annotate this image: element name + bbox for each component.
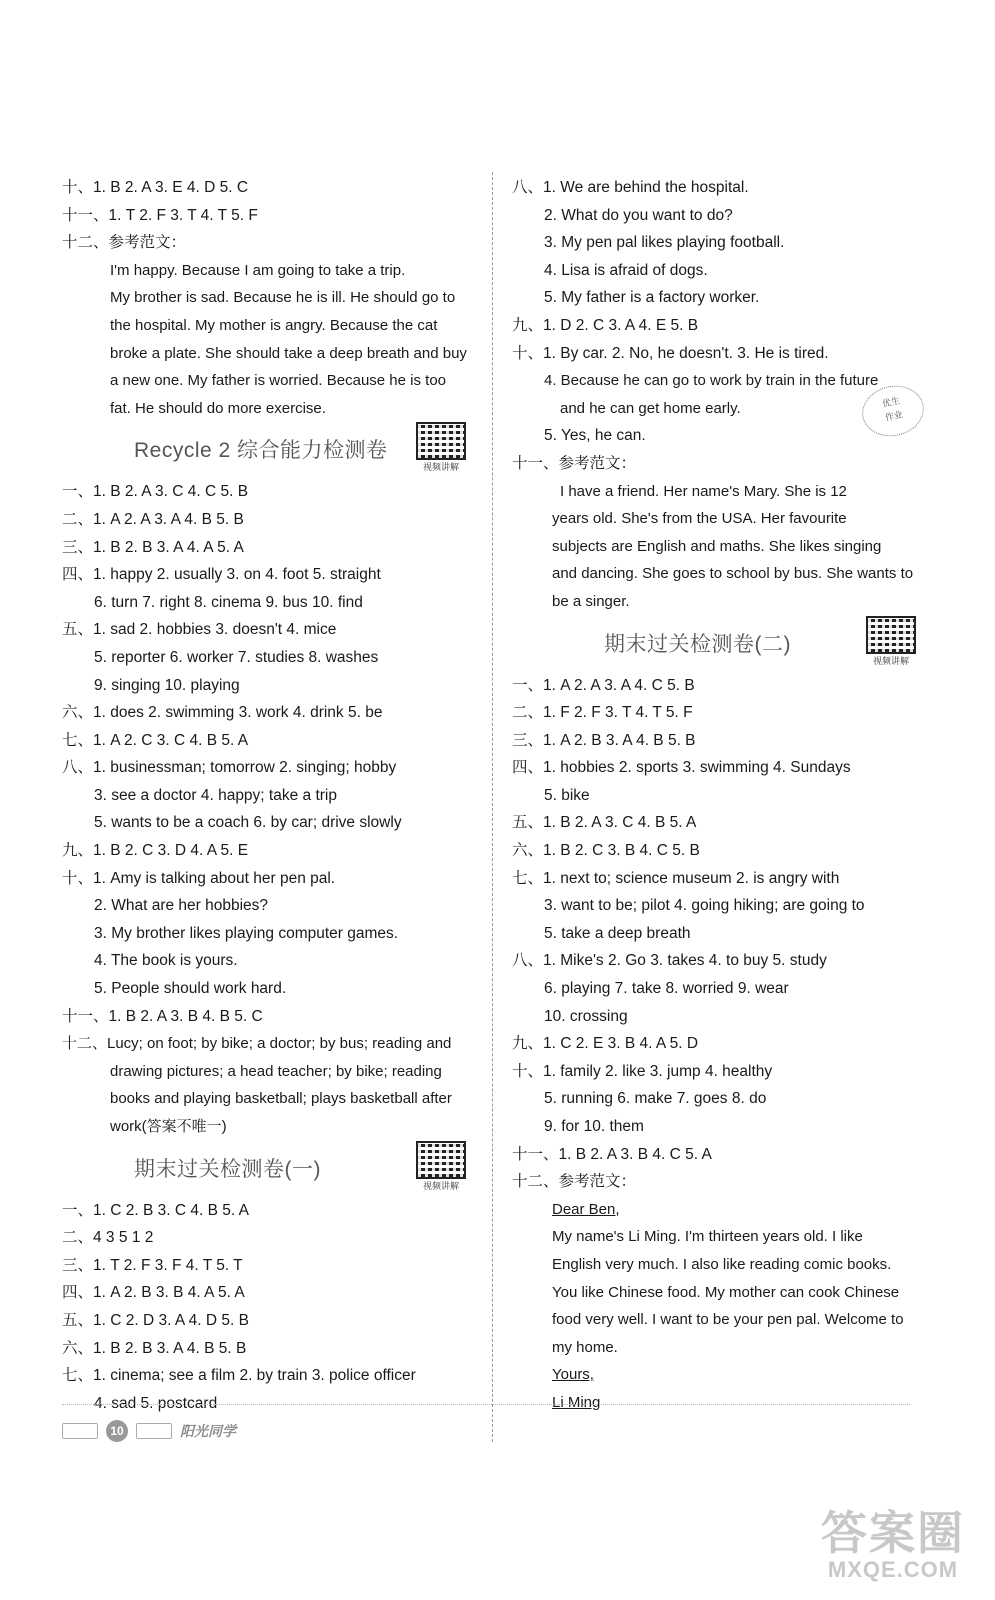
answer-line: 5. Yes, he can.: [544, 427, 646, 445]
answer-line: 九、1. C 2. E 3. B 4. A 5. D: [512, 1035, 699, 1053]
letter-line: my home.: [552, 1338, 618, 1356]
answer-line: 八、1. businessman; tomorrow 2. singing; hobby: [62, 759, 397, 777]
letter-line: My name's Li Ming. I'm thirteen years old. I like: [552, 1228, 863, 1246]
section-title: 期末过关检测卷(一): [134, 1157, 321, 1181]
answer-line: 十、1. Amy is talking about her pen pal.: [62, 869, 336, 887]
section-header-final1: [62, 1141, 482, 1197]
answer-line: and he can get home early.: [560, 399, 741, 417]
answer-line: 5. My father is a factory worker.: [544, 289, 760, 307]
answer-line: 5. wants to be a coach 6. by car; drive slowly: [94, 814, 402, 832]
column-divider: [492, 172, 493, 1442]
answer-line: 三、1. B 2. B 3. A 4. A 5. A: [62, 538, 244, 556]
watermark: [821, 1508, 965, 1582]
letter-signature: Li Ming: [552, 1393, 601, 1411]
answer-line: 十一、1. T 2. F 3. T 4. T 5. F: [62, 206, 258, 224]
answer-line: 一、1. B 2. A 3. C 4. C 5. B: [62, 483, 249, 501]
right-column: [512, 174, 932, 1417]
answer-line: 六、1. B 2. B 3. A 4. B 5. B: [62, 1339, 247, 1357]
stamp-text: 作业: [884, 409, 904, 423]
answer-line: 八、1. We are behind the hospital.: [512, 179, 749, 196]
letter-line: food very well. I want to be your pen pal. Welcome to: [552, 1311, 904, 1329]
answer-line: 四、1. happy 2. usually 3. on 4. foot 5. straight: [62, 566, 381, 584]
brand-logo: 阳光同学: [180, 1423, 236, 1439]
footer-decoration-icon: [136, 1423, 172, 1439]
qr-label: 视频讲解: [872, 655, 909, 666]
essay-line: I'm happy. Because I am going to take a trip.: [110, 261, 406, 279]
answer-line: 一、1. A 2. A 3. A 4. C 5. B: [512, 676, 695, 694]
answer-line: 6. turn 7. right 8. cinema 9. bus 10. find: [94, 593, 363, 611]
answer-line: drawing pictures; a head teacher; by bike; reading: [110, 1062, 442, 1080]
answer-line: 一、1. C 2. B 3. C 4. B 5. A: [62, 1201, 249, 1219]
answer-line: 九、1. B 2. C 3. D 4. A 5. E: [62, 842, 249, 860]
essay-line: subjects are English and maths. She likes singing: [552, 537, 882, 555]
answer-line: 四、1. hobbies 2. sports 3. swimming 4. Sundays: [512, 759, 851, 777]
answer-line: 七、1. cinema; see a film 2. by train 3. police officer: [62, 1367, 416, 1385]
essay-line: a new one. My father is worried. Because he is too: [110, 372, 447, 390]
answer-line: 七、1. A 2. C 3. C 4. B 5. A: [62, 731, 249, 749]
section-title: Recycle 2 综合能力检测卷: [134, 439, 388, 463]
qr-code[interactable]: [864, 616, 918, 667]
essay-line: and dancing. She goes to school by bus. She wants to: [552, 565, 914, 583]
answer-line: 十二、参考范文：: [62, 234, 187, 252]
answer-line: 4. sad 5. postcard: [94, 1394, 218, 1412]
answer-line: 十、1. B 2. A 3. E 4. D 5. C: [62, 179, 249, 196]
essay-line: fat. He should do more exercise.: [110, 399, 326, 417]
page-footer: [62, 1418, 236, 1444]
qr-code-icon: [416, 422, 466, 460]
answer-line: 六、1. B 2. C 3. B 4. C 5. B: [512, 842, 700, 860]
answer-line: 十、1. family 2. like 3. jump 4. healthy: [512, 1062, 773, 1080]
left-column: [62, 174, 482, 1417]
answer-line: 十一、1. B 2. A 3. B 4. B 5. C: [62, 1007, 263, 1025]
page-number: 10: [106, 1420, 128, 1442]
answer-line: 9. singing 10. playing: [94, 676, 240, 694]
answer-line: 二、1. A 2. A 3. A 4. B 5. B: [62, 510, 244, 528]
stamp-text: 优生: [881, 395, 901, 409]
answer-line: 5. reporter 6. worker 7. studies 8. washes: [94, 648, 379, 666]
answer-line: 五、1. C 2. D 3. A 4. D 5. B: [62, 1311, 249, 1329]
answer-line: 9. for 10. them: [544, 1118, 644, 1135]
answer-line: 十二、参考范文：: [512, 1173, 637, 1191]
answer-line: 5. People should work hard.: [94, 980, 287, 998]
footer-rule: [62, 1404, 910, 1405]
answer-line: 5. running 6. make 7. goes 8. do: [544, 1090, 767, 1108]
essay-line: years old. She's from the USA. Her favourite: [552, 510, 847, 528]
answer-line: 3. My brother likes playing computer games.: [94, 924, 399, 942]
answer-line: 二、4 3 5 1 2: [62, 1229, 154, 1247]
answer-line: 五、1. sad 2. hobbies 3. doesn't 4. mice: [62, 621, 337, 639]
answer-line: 4. The book is yours.: [94, 952, 238, 970]
answer-line: 3. My pen pal likes playing football.: [544, 234, 785, 252]
essay-line: be a singer.: [552, 592, 630, 610]
letter-line: English very much. I also like reading comic books.: [552, 1255, 892, 1273]
answer-line: 2. What are her hobbies?: [94, 897, 269, 915]
answer-line: 2. What do you want to do?: [544, 206, 733, 224]
qr-code[interactable]: [414, 422, 468, 473]
answer-line: 七、1. next to; science museum 2. is angry with: [512, 869, 840, 887]
essay-line: My brother is sad. Because he is ill. He should go to: [110, 289, 456, 307]
answer-line: 四、1. A 2. B 3. B 4. A 5. A: [62, 1284, 245, 1302]
essay-line: broke a plate. She should take a deep breath and buy: [110, 344, 467, 362]
answer-line: 十一、1. B 2. A 3. B 4. C 5. A: [512, 1145, 712, 1163]
footer-decoration-icon: [62, 1423, 98, 1439]
qr-code-icon: [416, 1141, 466, 1179]
answer-line: 八、1. Mike's 2. Go 3. takes 4. to buy 5. study: [512, 952, 827, 970]
answer-line: 六、1. does 2. swimming 3. work 4. drink 5. be: [62, 704, 383, 722]
letter-line: You like Chinese food. My mother can cook Chinese: [552, 1283, 900, 1301]
answer-line: 十、1. By car. 2. No, he doesn't. 3. He is tired.: [512, 344, 829, 362]
answer-line: 五、1. B 2. A 3. C 4. B 5. A: [512, 814, 697, 832]
letter-closing: Yours,: [552, 1366, 594, 1384]
watermark-text: 答案圈: [821, 1507, 965, 1559]
qr-code-icon: [866, 616, 916, 654]
answer-line: 5. bike: [544, 786, 590, 804]
answer-line: 4. Because he can go to work by train in the future: [544, 372, 879, 390]
answer-line: 6. playing 7. take 8. worried 9. wear: [544, 980, 789, 998]
qr-label: 视频讲解: [422, 462, 459, 473]
answer-line: 三、1. A 2. B 3. A 4. B 5. B: [512, 731, 696, 749]
answer-line: books and playing basketball; plays basketball after: [110, 1090, 452, 1108]
section-header-final2: [512, 616, 932, 672]
answer-line: 3. want to be; pilot 4. going hiking; are going to: [544, 897, 865, 915]
answer-line: 4. Lisa is afraid of dogs.: [544, 261, 708, 279]
answer-line: 3. see a doctor 4. happy; take a trip: [94, 786, 337, 804]
watermark-url: MXQE.COM: [827, 1557, 959, 1582]
answer-line: work(答案不唯一): [110, 1118, 227, 1135]
essay-line: I have a friend. Her name's Mary. She is 12: [560, 482, 847, 500]
answer-line: 5. take a deep breath: [544, 924, 691, 942]
answer-line: 十二、Lucy; on foot; by bike; a doctor; by bus; reading and: [62, 1035, 452, 1053]
section-header-recycle2: [62, 422, 482, 478]
answer-line: 三、1. T 2. F 3. F 4. T 5. T: [62, 1256, 243, 1274]
answer-line: 十一、参考范文：: [512, 454, 637, 472]
answer-line: 九、1. D 2. C 3. A 4. E 5. B: [512, 316, 699, 334]
section-title: 期末过关检测卷(二): [604, 632, 791, 656]
qr-label: 视频讲解: [422, 1180, 459, 1191]
letter-greeting: Dear Ben,: [552, 1200, 620, 1218]
essay-line: the hospital. My mother is angry. Because the cat: [110, 316, 438, 334]
qr-code[interactable]: [414, 1141, 468, 1192]
answer-line: 10. crossing: [544, 1007, 628, 1025]
answer-line: 二、1. F 2. F 3. T 4. T 5. F: [512, 704, 693, 722]
